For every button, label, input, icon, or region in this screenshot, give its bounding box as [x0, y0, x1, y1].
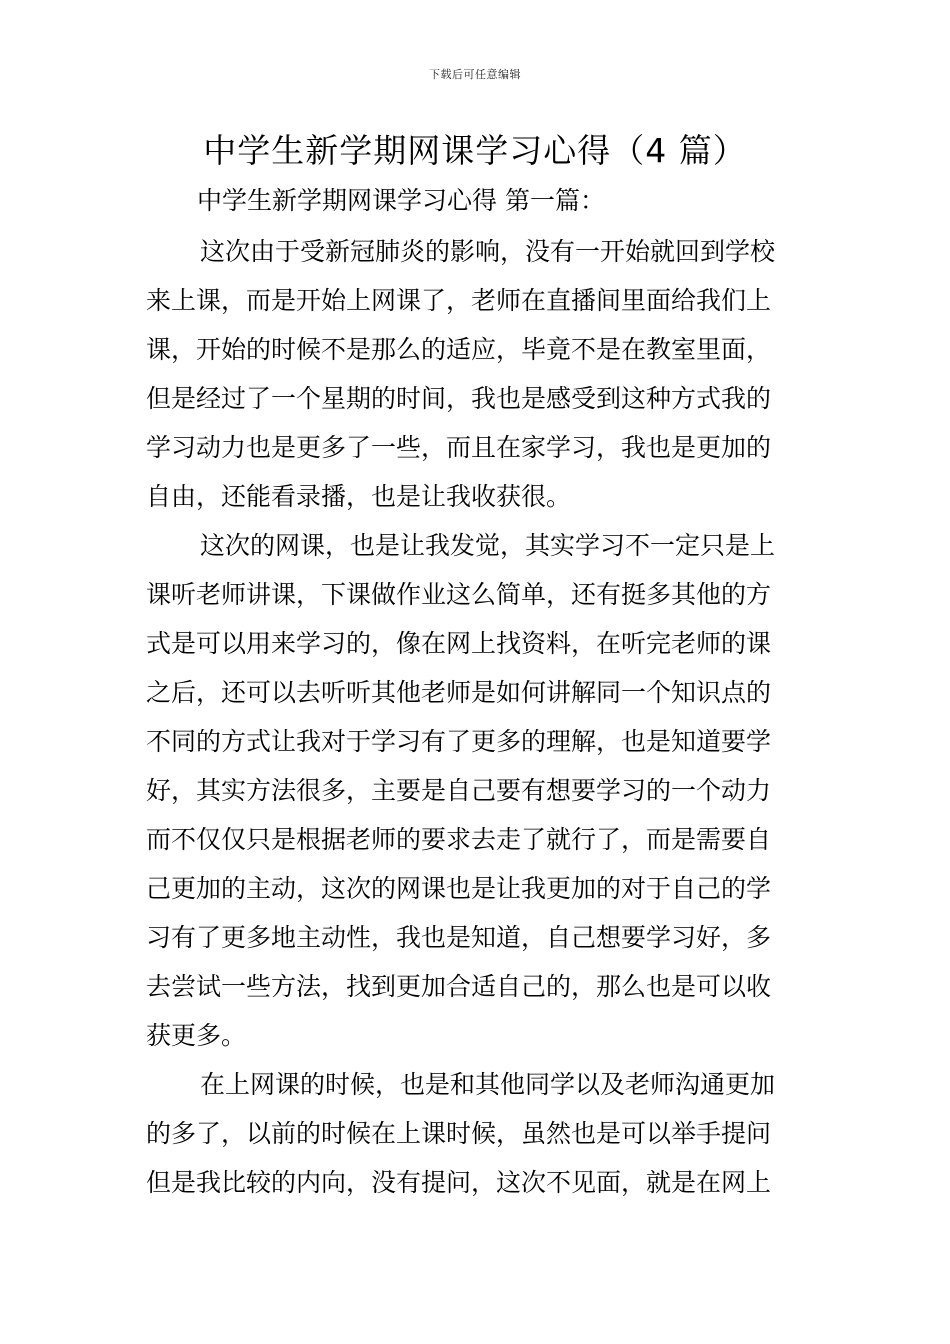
section-heading: 中学生新学期网课学习心得 第一篇： — [197, 186, 605, 215]
text-line: 但是经过了一个星期的时间，我也是感受到这种方式我的 — [146, 384, 772, 413]
text-line: 在上网课的时候，也是和其他同学以及老师沟通更加 — [200, 1070, 776, 1099]
paragraph-2 — [146, 521, 810, 1060]
text-line: 习有了更多地主动性，我也是知道，自己想要学习好，多 — [146, 923, 772, 952]
text-line: 自由，还能看录播，也是让我收获很。 — [146, 482, 572, 511]
text-line: 去尝试一些方法，找到更加合适自己的，那么也是可以收 — [146, 972, 772, 1001]
text-line: 己更加的主动，这次的网课也是让我更加的对于自己的学 — [146, 874, 772, 903]
text-line: 这次由于受新冠肺炎的影响，没有一开始就回到学校 — [200, 237, 776, 266]
document-title: 中学生新学期网课学习心得（4 篇） — [203, 131, 747, 170]
body-text — [146, 227, 810, 1207]
text-line: 来上课，而是开始上网课了，老师在直播间里面给我们上 — [146, 286, 772, 315]
text-line: 但是我比较的内向，没有提问，这次不见面，就是在网上 — [146, 1168, 772, 1197]
text-line: 获更多。 — [146, 1021, 247, 1050]
text-line: 这次的网课，也是让我发觉，其实学习不一定只是上 — [200, 531, 776, 560]
text-line: 式是可以用来学习的，像在网上找资料，在听完老师的课 — [146, 629, 772, 658]
text-line: 课听老师讲课，下课做作业这么简单，还有挺多其他的方 — [146, 580, 772, 609]
text-line: 不同的方式让我对于学习有了更多的理解，也是知道要学 — [146, 727, 772, 756]
text-line: 而不仅仅只是根据老师的要求去走了就行了，而是需要自 — [146, 825, 772, 854]
header-note: 下载后可任意编辑 — [429, 68, 521, 81]
text-line: 之后，还可以去听听其他老师是如何讲解同一个知识点的 — [146, 678, 772, 707]
paragraph-1 — [146, 227, 810, 521]
text-line: 学习动力也是更多了一些，而且在家学习，我也是更加的 — [146, 433, 772, 462]
paragraph-3 — [146, 1060, 810, 1207]
text-line: 的多了，以前的时候在上课时候，虽然也是可以举手提问 — [146, 1119, 772, 1148]
text-line: 课，开始的时候不是那么的适应，毕竟不是在教室里面， — [146, 335, 772, 364]
text-line: 好，其实方法很多，主要是自己要有想要学习的一个动力 — [146, 776, 772, 805]
